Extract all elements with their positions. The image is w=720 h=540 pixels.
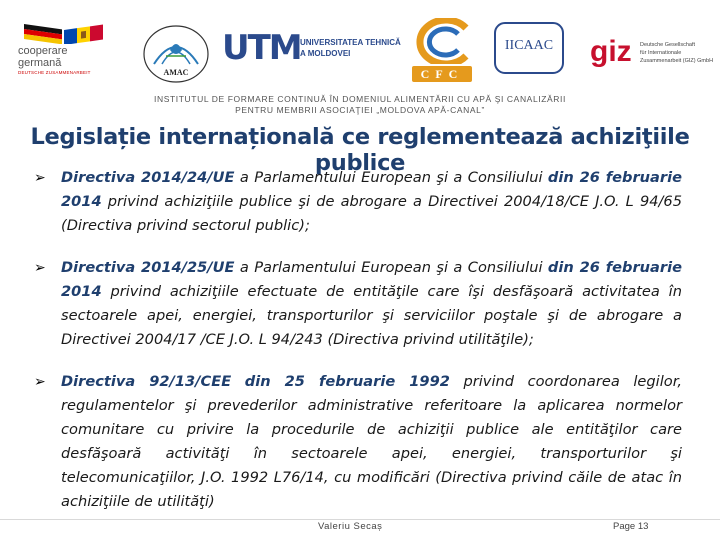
arrow-bullet-icon: ➢ (34, 170, 46, 186)
bullet-list (34, 166, 682, 532)
utm-logo (222, 30, 402, 68)
cooperare-text: cooperare (18, 45, 68, 57)
directive-name: Directiva 2014/25/UE (61, 259, 235, 276)
directive-text: a Parlamentului European şi a Consiliului (234, 169, 548, 186)
directive-date: din 26 februarie 2014 (61, 169, 682, 210)
giz-line3: Zusammenarbeit (GIZ) GmbH (640, 58, 714, 64)
cfc-logo (406, 18, 478, 84)
list-item (34, 370, 682, 514)
logo-bar (0, 0, 720, 92)
giz-line2: für Internationale (640, 50, 682, 56)
flags-icon (18, 22, 110, 44)
arrow-bullet-icon: ➢ (34, 374, 46, 390)
utm-abbr: UTM (222, 28, 301, 68)
giz-text: giz (590, 35, 632, 68)
giz-line1: Deutsche Gesellschaft (640, 42, 696, 48)
giz-logo (590, 36, 715, 76)
utm-line1: UNIVERSITATEA TEHNICĂ (300, 38, 401, 47)
directive-date: din 26 februarie 2014 (61, 259, 682, 300)
directive-description: privind achiziţiile efectuate de entităţile care îşi desfăşoară activitatea în sectoarele apei, energiei, transporturilor şi serviciilor poştale şi de abrogare a Directivei 2004/17 /CE J.O. L 94/243 (Directiva privind utilităţile); (61, 283, 682, 348)
footer-page-number: Page 13 (613, 521, 649, 532)
amac-text: AMAC (163, 68, 189, 77)
footer-divider (0, 519, 720, 520)
directive-name: Directiva 2014/24/UE (61, 169, 235, 186)
iicaac-logo (494, 22, 564, 74)
amac-logo (140, 24, 212, 84)
germana-text: germană (18, 57, 62, 69)
directive-description: privind achiziţiile publice şi de abrogare a Directivei 2004/18/CE J.O. L 94/65 (Directiva privind sectorul public); (61, 193, 682, 234)
institute-line-1: INSTITUTUL DE FORMARE CONTINUĂ ÎN DOMENIUL ALIMENTĂRII CU APĂ ŞI CANALIZĂRII (154, 94, 566, 104)
deutsche-zusammenarbeit-text: DEUTSCHE ZUSAMMENARBEIT (18, 70, 91, 75)
utm-line2: A MOLDOVEI (300, 49, 351, 58)
arrow-bullet-icon: ➢ (34, 260, 46, 276)
iicaac-text: IICAAC (504, 38, 554, 53)
slide-title: Legislație internațională ce reglementează achiziţiile publice (30, 124, 690, 176)
cooperare-germana-logo (18, 22, 110, 77)
directive-text: a Parlamentului European şi a Consiliului (234, 259, 548, 276)
directive-name: Directiva 92/13/CEE (61, 373, 232, 390)
list-item (34, 256, 682, 352)
footer-author: Valeriu Secaș (318, 521, 383, 532)
list-item (34, 166, 682, 238)
institute-line-2: PENTRU MEMBRII ASOCIAŢIEI „MOLDOVA APĂ-CANAL” (235, 105, 485, 115)
directive-description: privind coordonarea legilor, regulamentelor şi prevederilor administrative referitoare la aplicarea normelor comunitare cu privire la procedurile de achiziţii publice ale entităţilor care desfăşoară activităţi în sectoarele apei, energiei, transporturilor şi telecomunicaţiilor, J.O. 1992 L76/14, cu modificări (Directiva privind căile de atac în achiziţiile de utilităţi) (61, 373, 683, 510)
cfc-emblem-icon (406, 18, 478, 64)
directive-text (231, 373, 245, 390)
cfc-text: CFC (420, 67, 464, 81)
institute-header (0, 94, 720, 116)
directive-date: din 25 februarie 1992 (244, 373, 450, 390)
